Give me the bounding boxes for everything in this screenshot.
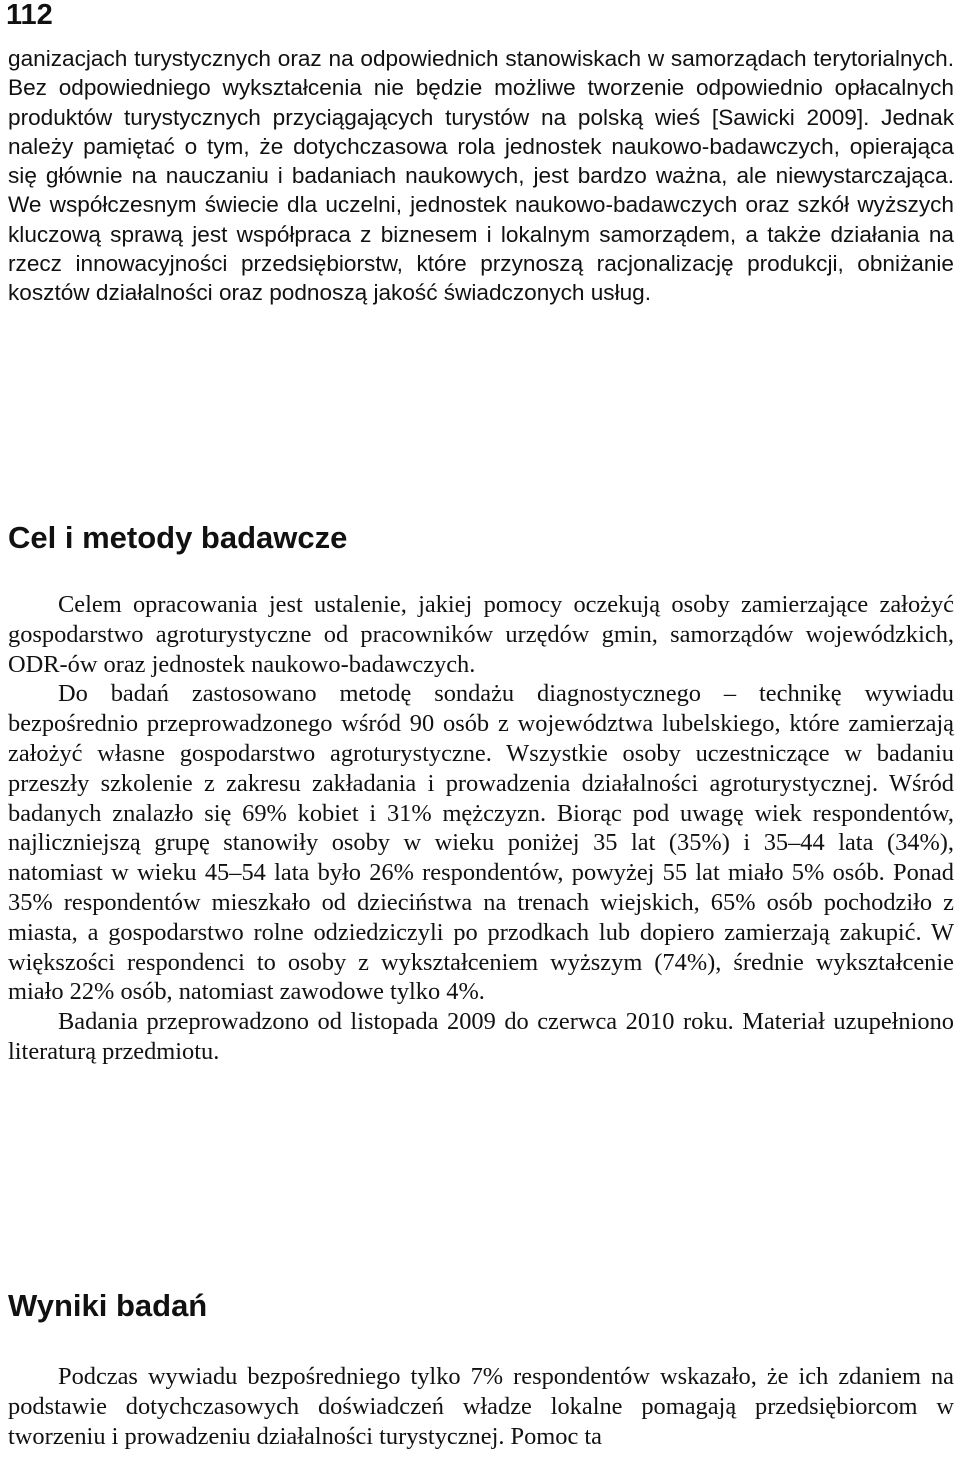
- section-heading-wyniki-badan: Wyniki badań: [8, 1288, 208, 1323]
- intro-paragraph: ganizacjach turystycznych oraz na odpowiednich stanowiskach w samorządach terytorialnych. Bez odpowiedniego wykształcenia nie będzie możliwe tworzenie odpowiednio opłacalnych produktów turystycznych przyciągających turystów na polską wieś [Sawicki 2009]. Jednak należy pamiętać o tym, że dotychczasowa rola jednostek naukowo-badawczych, opierająca się głównie na nauczaniu i badaniach naukowych, jest bardzo ważna, ale niewystarczająca. We współczesnym świecie dla uczelni, jednostek naukowo-badawczych oraz szkół wyższych kluczową sprawą jest współpraca z biznesem i lokalnym samorządem, a także działania na rzecz innowacyjności przedsiębiorstw, które przynoszą racjonalizację produkcji, obniżanie kosztów działalności oraz podnoszą jakość świadczonych usług.: [8, 46, 954, 306]
- page-number: 112: [6, 0, 53, 31]
- section-body-cel-i-metody: [8, 590, 954, 1067]
- paragraph: Badania przeprowadzono od listopada 2009 do czerwca 2010 roku. Materiał uzupełniono literaturą przedmiotu.: [8, 1008, 954, 1065]
- paragraph: Celem opracowania jest ustalenie, jakiej pomocy oczekują osoby zamierzające założyć gospodarstwo agroturystyczne od pracowników urzędów gmin, samorządów wojewódzkich, ODR-ów oraz jednostek naukowo-badawczych.: [8, 591, 954, 678]
- paragraph: Do badań zastosowano metodę sondażu diagnostycznego – technikę wywiadu bezpośrednio przeprowadzonego wśród 90 osób z województwa lubelskiego, które zamierzają założyć własne gospodarstwo agroturystyczne. Wszystkie osoby uczestniczące w badaniu przeszły szkolenie z zakresu zakładania i prowadzenia działalności agroturystycznej. Wśród badanych znalazło się 69% kobiet i 31% mężczyzn. Biorąc pod uwagę wiek respondentów, najliczniejszą grupę stanowiły osoby w wieku poniżej 35 lat (35%) i 35–44 lata (34%), natomiast w wieku 45–54 lata było 26% respondentów, powyżej 55 lat miało 5% osób. Ponad 35% respondentów mieszkało od dzieciństwa na trenach wiejskich, 65% osób pochodziło z miasta, a gospodarstwo rolne odziedziczyli po przodkach lub dopiero zamierzają zakupić. W większości respondenci to osoby z wykształceniem wyższym (74%), średnie wykształcenie miało 22% osób, natomiast zawodowe tylko 4%.: [8, 680, 954, 1006]
- section-heading-cel-i-metody: Cel i metody badawcze: [8, 520, 348, 555]
- paragraph: Podczas wywiadu bezpośredniego tylko 7% respondentów wskazało, że ich zdaniem na podstawie dotychczasowych doświadczeń władze lokalne pomagają przedsiębiorcom w tworzeniu i prowadzeniu działalności turystycznej. Pomoc ta: [8, 1363, 954, 1450]
- section-body-wyniki-badan: [8, 1362, 954, 1451]
